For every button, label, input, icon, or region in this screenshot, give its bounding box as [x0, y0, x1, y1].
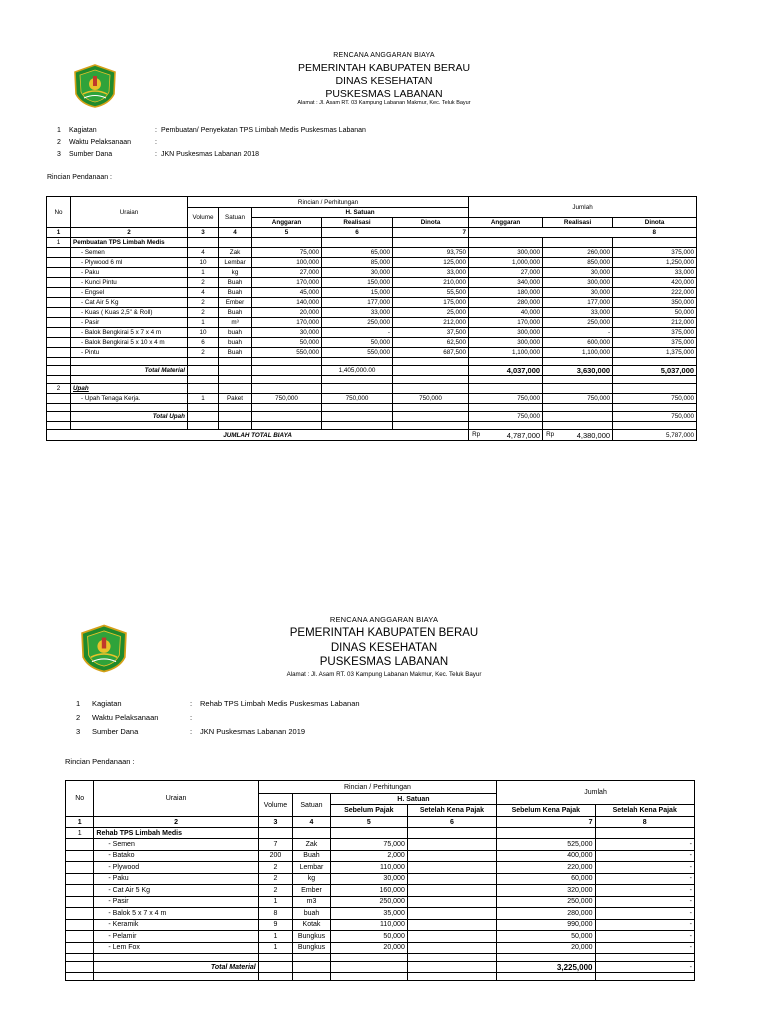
table-row: - Engsel 4 Buah 45,000 15,000 55,500 180,000 30,000 222,000 [47, 288, 697, 298]
total-material-row: Total Material 1,405,000.00 4,037,000 3,630,000 5,037,000 [47, 366, 697, 376]
rincian-label: Rincian Pendanaan : [47, 174, 112, 181]
table-row: - Keramik 9 Kotak 110,000 990,000 - [66, 919, 695, 931]
table-row: - Pasir 1 m³ 170,000 250,000 212,000 170,000 250,000 212,000 [47, 318, 697, 328]
header-line-3: PUSKESMAS LABANAN [319, 656, 449, 668]
table-row: - Pelamir 1 Bungkus 50,000 50,000 - [66, 931, 695, 943]
budget-table: No Uraian Rincian / Perhitungan Jumlah Volume Satuan H. Satuan Sebelum Pajak Setelah Kena Pajak Sebelum Kena Pajak Setelah Kena Pajak 1 2 3 4 5 6 7 8 1 Rehab TPS Limbah Medis - Semen 7 Zak 75,000 525,000 - - Batako 200 Buah 2,000 400,000 - - Plywood 2 Lembar 110,000 220,000 - - Paku 2 kg 30,000 60,000 - - Cat Air 5 Kg 2 Ember 160,000 320,000 - - Pasir 1 m3 250,000 250,000 - - Balok 5 x 7 x 4 m 8 buah 35,000 280,000 - - Keramik 9 Kotak 110,000 990,000 - - Pelamir 1 Bungkus 50,000 50,000 - - Lem Fox 1 Bungkus 20,000 20,000 - Total Material 3,225,000 - [65, 780, 695, 981]
grand-total-anggaran: 4,787,000 [506, 431, 541, 440]
grand-total-realisasi: 4,380,000 [576, 431, 611, 440]
berau-emblem-icon [74, 64, 116, 108]
header-line-1: PEMERINTAH KABUPATEN BERAU [297, 62, 471, 74]
header-line-3: PUSKESMAS LABANAN [325, 88, 443, 100]
table-row: - Upah Tenaga Kerja. 1 Paket 750,000 750,000 750,000 750,000 750,000 750,000 [47, 394, 697, 404]
section-row: 1 Pembuatan TPS Limbah Medis [47, 238, 697, 248]
rincian-label: Rincian Pendanaan : [65, 757, 135, 766]
column-index-row: 1 2 3 4 5 6 7 8 [66, 817, 695, 828]
header-line-2: DINAS KESEHATAN [335, 75, 433, 87]
table-row: - Pasir 1 m3 250,000 250,000 - [66, 896, 695, 908]
table-row: - Cat Air 5 Kg 2 Ember 140,000 177,000 175,000 280,000 177,000 350,000 [47, 298, 697, 308]
table-row: - Kunci Pintu 2 Buah 170,000 150,000 210,000 340,000 300,000 420,000 [47, 278, 697, 288]
header-title-small: RENCANA ANGGARAN BIAYA [329, 615, 439, 624]
section-row: 1 Rehab TPS Limbah Medis [66, 828, 695, 839]
column-index-row: 1 2 3 4 5 6 7 8 [47, 228, 697, 238]
budget-table: No Uraian Rincian / Perhitungan Jumlah Volume Satuan H. Satuan Anggaran Realisasi Dinota Anggaran Realisasi Dinota 1 2 3 4 5 6 7 8 1 Pembuatan TPS Limbah Medis - Semen 4 Zak 75,000 65,000 93,750 300,000 260,000 375,000 - Plywood 6 ml 10 Lembar 100,000 85,000 125,000 1,000,000 850,000 1,250,000 - Paku 1 kg 27,000 30,000 33,000 27,000 30,000 33,000 - Kunci Pintu 2 Buah 170,000 150,000 210,000 340,000 300,000 420,000 - Engsel 4 Buah 45,000 15,000 55,500 180,000 30,000 222,000 - Cat Air 5 Kg 2 Ember 140,000 177,000 175,000 280,000 177,000 350,000 - Kuas ( Kuas 2,5" & Roll) 2 Buah 20,000 33,000 25,000 40,000 33,000 50,000 - Pasir 1 m³ 170,000 250,000 212,000 170,000 250,000 212,000 - Balok Bengkirai 5 x 7 x 4 m 10 buah 30,000 - 37,500 300,000 - 375,000 - Balok Bengkirai 5 x 10 x 4 m 6 buah 50,000 50,000 62,500 300,000 600,000 375,000 - Pintu 2 Buah 550,000 550,000 687,500 1,100,000 1,100,000 1,375,000 Total Material 1,405,000.00 4,037,000 3,630,000 5,037,000 2 Upah - Upah Tenaga Kerja. 1 Paket 750,000 750,000 750,000 750,000 750,000 750,000 Total Upah 750,000 750,000 JUMLAH TOTAL BIAYA Rp 4,787,000 Rp 4,380,000 5,787,000 [46, 196, 697, 441]
table-row: - Plywood 2 Lembar 110,000 220,000 - [66, 862, 695, 874]
activity-info: 1 Kagiatan : Rehab TPS Limbah Medis Puskesmas Labanan 2 Waktu Pelaksanaan : 3 Sumber Dana : JKN Puskesmas Labanan 2019 [76, 699, 360, 736]
table-row: - Paku 2 kg 30,000 60,000 - [66, 873, 695, 885]
table-row: - Pintu 2 Buah 550,000 550,000 687,500 1,100,000 1,100,000 1,375,000 [47, 348, 697, 358]
header-title-small: RENCANA ANGGARAN BIAYA [333, 52, 435, 59]
table-row: - Balok 5 x 7 x 4 m 8 buah 35,000 280,000 - [66, 908, 695, 920]
berau-emblem-icon [81, 624, 127, 673]
header-line-1: PEMERINTAH KABUPATEN BERAU [289, 627, 479, 639]
total-upah-row: Total Upah 750,000 750,000 [47, 412, 697, 422]
table-row: - Cat Air 5 Kg 2 Ember 160,000 320,000 - [66, 885, 695, 897]
section-row: 2 Upah [47, 384, 697, 394]
table-row: - Lem Fox 1 Bungkus 20,000 20,000 - [66, 942, 695, 954]
table-row: - Plywood 6 ml 10 Lembar 100,000 85,000 125,000 1,000,000 850,000 1,250,000 [47, 258, 697, 268]
grand-total-row: JUMLAH TOTAL BIAYA Rp 4,787,000 Rp 4,380,000 5,787,000 [47, 430, 697, 441]
header-line-2: DINAS KESEHATAN [330, 642, 438, 654]
grand-total-dinota: 5,787,000 [613, 430, 697, 441]
header-address: Alamat : Jl. Asam RT. 03 Kampung Labanan Makmur, Kec. Teluk Bayur [286, 671, 482, 678]
table-row: - Balok Bengkirai 5 x 10 x 4 m 6 buah 50,000 50,000 62,500 300,000 600,000 375,000 [47, 338, 697, 348]
header-address: Alamat : Jl. Asam RT. 03 Kampung Labanan Makmur, Kec. Teluk Bayur [297, 100, 471, 106]
table-row: - Kuas ( Kuas 2,5" & Roll) 2 Buah 20,000 33,000 25,000 40,000 33,000 50,000 [47, 308, 697, 318]
table-row: - Balok Bengkirai 5 x 7 x 4 m 10 buah 30,000 - 37,500 300,000 - 375,000 [47, 328, 697, 338]
table-row: - Semen 7 Zak 75,000 525,000 - [66, 839, 695, 851]
total-material-row: Total Material 3,225,000 - [66, 962, 695, 973]
activity-info: 1 Kagiatan : Pembuatan/ Penyekatan TPS Limbah Medis Puskesmas Labanan 2 Waktu Pelaksanaan : 3 Sumber Dana : JKN Puskesmas Labanan 2018 [57, 127, 366, 158]
table-row: - Paku 1 kg 27,000 30,000 33,000 27,000 30,000 33,000 [47, 268, 697, 278]
table-row: - Batako 200 Buah 2,000 400,000 - [66, 850, 695, 862]
table-row: - Semen 4 Zak 75,000 65,000 93,750 300,000 260,000 375,000 [47, 248, 697, 258]
